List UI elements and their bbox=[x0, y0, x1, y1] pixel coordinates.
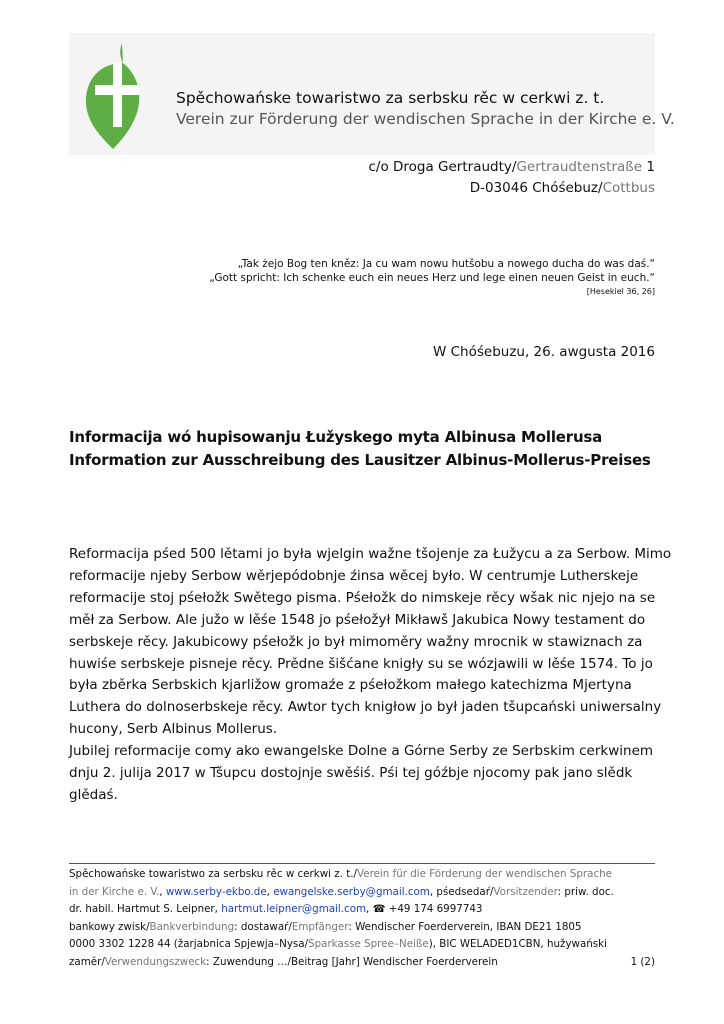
email-link-ewangelske[interactable]: ewangelske.serby@gmail.com bbox=[273, 885, 430, 898]
footer-line: in der Kirche e. V., www.serby-ekbo.de, ewangelske.serby@gmail.com, pśedsedaŕ/Vorsitzender: priw. doc. bbox=[69, 885, 614, 898]
footer bbox=[69, 866, 655, 971]
footer-line: 0000 3302 1228 44 (žarjabnica Spjewja–Nysa/Sparkasse Spree–Neiße), BIC WELADED1CBN, hužywański bbox=[69, 938, 607, 950]
footer-line: zamĕr/Verwendungszweck: Zuwendung …/Beitrag [Jahr] Wendischer Foerderverein 1 (2) bbox=[69, 954, 655, 972]
quote-sorbian: „Tak żejo Bog ten kněz: Ja cu wam nowu hutšobu a nowego ducha do was daś.“ bbox=[237, 258, 655, 270]
letterhead bbox=[69, 33, 675, 155]
body-line: huwiśe serbskeje pisneje rěcy. Prědne šišćane knigły su se wózjawili w lěśe 1574. To jo bbox=[69, 655, 653, 672]
title-sorbian: Informacija wó hupisowanju Łužyskego myta Albinusa Mollerusa bbox=[69, 428, 603, 446]
footer-line: bankowy zwisk/Bankverbindung: dostawaŕ/Empfänger: Wendischer Foerderverein, IBAN DE21 1805 bbox=[69, 920, 582, 933]
org-name-german: Verein zur Förderung der wendischen Sprache in der Kirche e. V. bbox=[176, 110, 675, 128]
body-line: serbskeje rěcy. Jakubicowy pśełožk jo był mimoměry wažny mrocnik w stawiznach za bbox=[69, 633, 643, 650]
page-number: 1 (2) bbox=[630, 955, 655, 968]
quote-german: „Gott spricht: Ich schenke euch ein neues Herz und lege einen neuen Geist in euch.“ bbox=[209, 272, 655, 284]
address-city: D-03046 Chóśebuz/Cottbus bbox=[469, 180, 655, 196]
letter-titles bbox=[69, 426, 651, 472]
title-german: Information zur Ausschreibung des Lausitzer Albinus-Mollerus-Preises bbox=[69, 451, 651, 469]
quote-reference: [Hesekiel 36, 26] bbox=[586, 287, 655, 296]
bible-quote bbox=[209, 257, 655, 299]
body-line: Jubilej reformacije comy ako ewangelske Dolne a Górne Serby ze Serbskim cerkwinem bbox=[69, 743, 654, 760]
org-name-sorbian: Spěchowańske towaristwo za serbsku rěc w cerkwi z. t. bbox=[176, 89, 605, 107]
body-line: reformacije stoj pśełožk Swětego pisma. Pśełožk do nimskeje rěcy wšak nic njejo na se bbox=[69, 589, 656, 606]
footer-divider bbox=[69, 863, 655, 864]
body-line: dnju 2. julija 2017 w Tšupcu dostojnje swěśiś. Pśi tej góźbje njocomy pak jano slědk bbox=[69, 765, 633, 782]
body-line: Reformacija pśed 500 lětami jo była wjelgin wažne tšojenje za Łužycu a za Serbow. Mimo bbox=[69, 546, 672, 562]
address-street: c/o Droga Gertraudty/Gertraudtenstraße 1 bbox=[368, 159, 655, 175]
letter-body bbox=[69, 544, 672, 807]
body-line: reformacije njeby Serbow wěrjepódobnje źinsa wěcej było. W centrumje Lutherskeje bbox=[69, 567, 639, 584]
body-line: była zběrka Serbskich kjarližow gromaźe z pśełožkom małego katechizma Mjertyna bbox=[69, 677, 632, 694]
website-link[interactable]: www.serby-ekbo.de bbox=[165, 885, 267, 898]
body-line: měł za Serbow. Ale južo w lěśe 1548 jo pśełožył Mikławš Jakubica Nowy testament do bbox=[69, 611, 646, 628]
leaf-cross-logo-icon bbox=[85, 41, 141, 151]
footer-line: dr. habil. Hartmut S. Leipner, hartmut.leipner@gmail.com, ☎ +49 174 6997743 bbox=[69, 903, 483, 915]
postal-address bbox=[368, 157, 655, 199]
body-line: glědaś. bbox=[69, 786, 118, 803]
letter-date: W Chóśebuzu, 26. awgusta 2016 bbox=[432, 344, 655, 360]
body-line: hucony, Serb Albinus Mollerus. bbox=[69, 721, 278, 738]
organization-name bbox=[176, 88, 675, 130]
footer-line: Spěchowańske towaristwo za serbsku rěc w cerkwi z. t./Verein für die Förderung der wendischen Sprache bbox=[69, 868, 612, 880]
email-link-leipner[interactable]: hartmut.leipner@gmail.com bbox=[221, 903, 367, 915]
body-line: Luthera do dolnoserbskeje rěcy. Awtor tych knigłow jo był jaden tšupcański uniwersalny bbox=[69, 699, 662, 716]
